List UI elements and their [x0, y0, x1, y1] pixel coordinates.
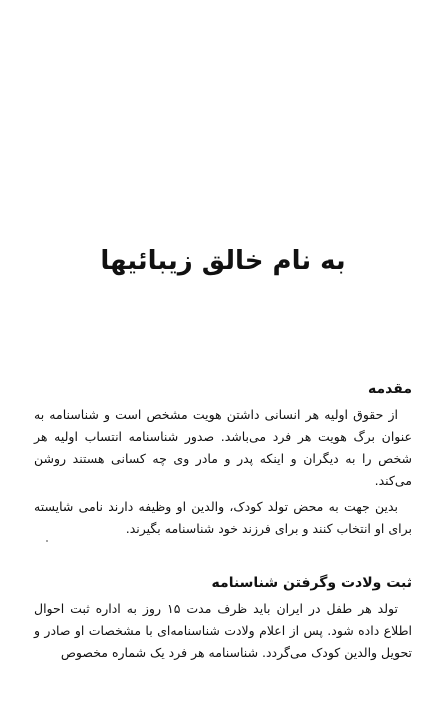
scan-speck	[46, 540, 48, 542]
birth-registration-section	[34, 574, 412, 664]
dedication-title: به نام خالق زیبائیها	[100, 246, 346, 276]
birth-registration-paragraph: تولد هر طفل در ایران باید ظرف مدت ۱۵ روز به اداره ثبت احوال اطلاع داده شود. پس از اعلام ولادت شناسنامه‌ای با مشخصات او صادر و تحویل والدین کودک می‌گردد. شناسنامه هر فرد یک شماره مخصوص	[34, 601, 412, 660]
introduction-section	[34, 380, 412, 540]
birth-registration-heading: ثبت ولادت وگرفتن شناسنامه	[211, 575, 412, 591]
introduction-paragraph: بدین جهت به محض تولد کودک، والدین او وظیفه دارند نامی شایسته برای او انتخاب کنند و برای فرزند خود شناسنامه بگیرند.	[34, 499, 412, 536]
introduction-paragraph: از حقوق اولیه هر انسانی داشتن هویت مشخص است و شناسنامه به عنوان برگ هویت هر فرد می‌باشد. صدور شناسنامه انتساب اولیه هر شخص را به دیگران و اینکه پدر و مادر وی چه کسانی هستند روشن می‌کند.	[34, 407, 412, 488]
introduction-heading: مقدمه	[368, 381, 412, 397]
